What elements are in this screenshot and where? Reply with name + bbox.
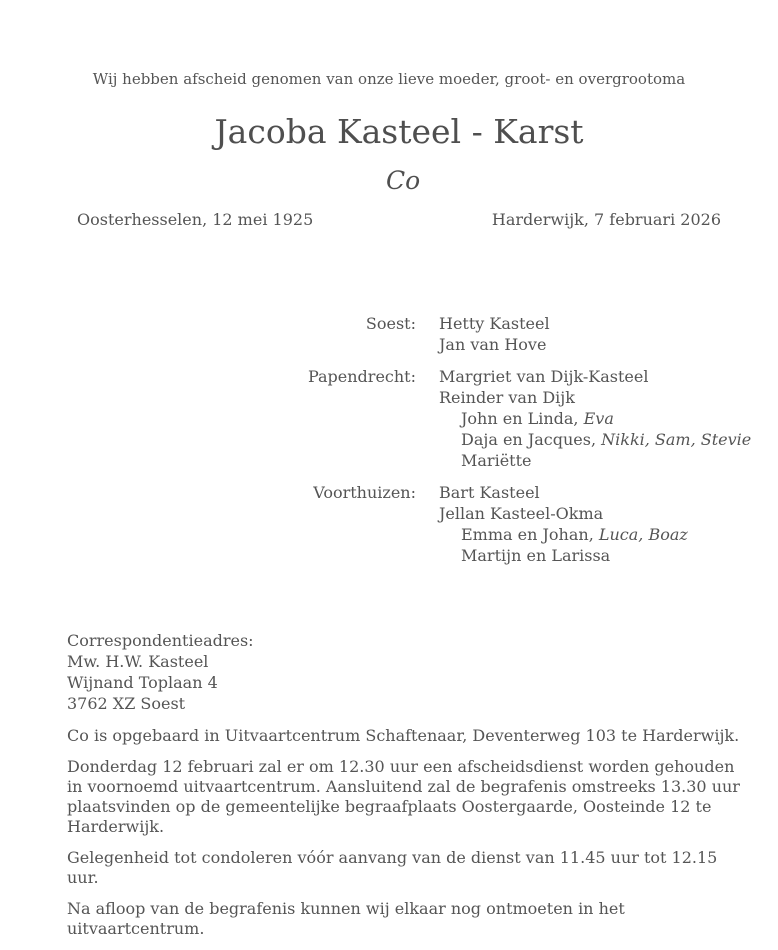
- deceased-name: Jacoba Kasteel - Karst: [214, 112, 584, 151]
- family-place: Soest:: [365, 314, 416, 333]
- paragraph-viewing: Co is opgebaard in Uitvaartcentrum Schaftenaar, Deventerweg 103 te Harderwijk.: [67, 726, 740, 745]
- family-member: Reinder van Dijk: [439, 388, 575, 407]
- family-member: Jellan Kasteel-Okma: [439, 504, 604, 523]
- grandchildren: Eva: [583, 409, 614, 428]
- paragraph-condolences: Gelegenheid tot condoleren vóór aanvang van de dienst van 11.45 uur tot 12.15 uur.: [67, 848, 718, 887]
- family-group-voorthuizen: [0, 482, 778, 566]
- family-member: Emma en Johan, Luca, Boaz: [461, 525, 688, 544]
- family-place: Papendrecht:: [307, 367, 416, 386]
- birth-info: Oosterhesselen, 12 mei 1925: [77, 210, 314, 229]
- family-member: Hetty Kasteel: [439, 314, 550, 333]
- family-member: Daja en Jacques, Nikki, Sam, Stevie: [461, 430, 752, 449]
- family-list: [0, 313, 778, 577]
- family-member: Margriet van Dijk-Kasteel: [439, 367, 649, 386]
- grandchildren: Luca, Boaz: [598, 525, 688, 544]
- address-label: Correspondentieadres:: [67, 631, 254, 650]
- funeral-details: [67, 726, 747, 950]
- family-member: Martijn en Larissa: [461, 546, 611, 565]
- paragraph-service: Donderdag 12 februari zal er om 12.30 uur een afscheidsdienst worden gehouden in voornoemd uitvaartcentrum. Aansluitend zal de begrafenis omstreeks 13.30 uur plaatsvinden op de gemeentelijke begraafplaats Oostergaarde, Oosteinde 12 te Harderwijk.: [67, 757, 740, 836]
- family-group-soest: [0, 313, 778, 355]
- address-name: Mw. H.W. Kasteel: [67, 652, 209, 671]
- address-city: 3762 XZ Soest: [67, 694, 186, 713]
- paragraph-gathering: Na afloop van de begrafenis kunnen wij elkaar nog ontmoeten in het uitvaartcentrum.: [67, 899, 625, 938]
- address-street: Wijnand Toplaan 4: [67, 673, 218, 692]
- intro-text: Wij hebben afscheid genomen van onze lieve moeder, groot- en overgrootoma: [92, 70, 686, 88]
- family-member: John en Linda, Eva: [461, 409, 614, 428]
- death-info: Harderwijk, 7 februari 2026: [491, 210, 721, 229]
- family-place: Voorthuizen:: [313, 483, 416, 502]
- family-member: Bart Kasteel: [439, 483, 540, 502]
- nickname: Co: [386, 166, 421, 195]
- family-member: Mariëtte: [461, 451, 532, 470]
- correspondence-address: [67, 630, 254, 714]
- grandchildren: Nikki, Sam, Stevie: [601, 430, 752, 449]
- family-member: Jan van Hove: [439, 335, 547, 354]
- family-group-papendrecht: [0, 366, 778, 471]
